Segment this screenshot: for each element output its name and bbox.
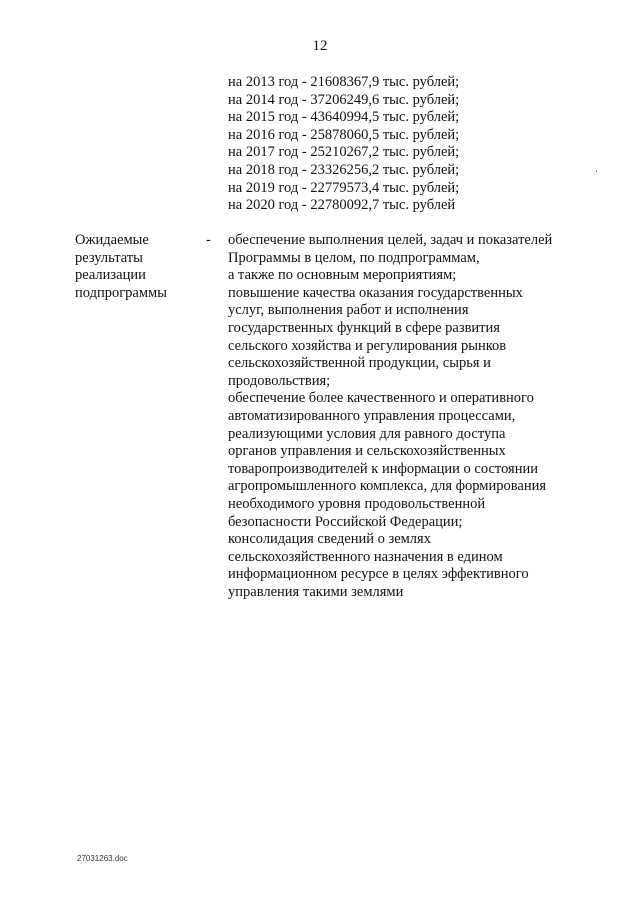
scan-speck bbox=[596, 170, 597, 172]
funding-line: на 2020 год - 22780092,7 тыс. рублей bbox=[228, 197, 456, 214]
section-label-line: Ожидаемые bbox=[75, 232, 149, 248]
result-line: сельского хозяйства и регулирования рынков bbox=[228, 337, 507, 354]
funding-line: на 2016 год - 25878060,5 тыс. рублей; bbox=[228, 126, 460, 143]
result-line: реализующими условия для равного доступа bbox=[228, 425, 506, 442]
result-line: обеспечение более качественного и оперативного bbox=[228, 390, 534, 407]
result-line: сельскохозяйственной продукции, сырья и bbox=[228, 355, 491, 372]
funding-line: на 2014 год - 37206249,6 тыс. рублей; bbox=[228, 91, 460, 108]
section-label-line: подпрограммы bbox=[75, 284, 167, 301]
section-label-line: реализации bbox=[75, 267, 146, 284]
result-line: повышение качества оказания государственных bbox=[228, 284, 523, 301]
result-line: Программы в целом, по подпрограммам, bbox=[228, 249, 480, 266]
funding-line: на 2015 год - 43640994,5 тыс. рублей; bbox=[228, 109, 460, 126]
funding-line: на 2019 год - 22779573,4 тыс. рублей; bbox=[228, 179, 460, 196]
funding-line: на 2013 год - 21608367,9 тыс. рублей; bbox=[228, 74, 460, 90]
result-line: необходимого уровня продовольственной bbox=[228, 495, 486, 512]
result-line: обеспечение выполнения целей, задач и показателей bbox=[228, 232, 553, 248]
page-number: 12 bbox=[312, 38, 328, 54]
result-line: продовольствия; bbox=[228, 372, 331, 389]
result-line: безопасности Российской Федерации; bbox=[228, 513, 463, 530]
footer-file-reference: 27031263.doc bbox=[77, 854, 128, 863]
funding-line: на 2017 год - 25210267,2 тыс. рублей; bbox=[228, 144, 460, 161]
result-line: органов управления и сельскохозяйственных bbox=[228, 443, 506, 460]
result-line: сельскохозяйственного назначения в едином bbox=[228, 548, 503, 565]
result-line: агропромышленного комплекса, для формирования bbox=[228, 478, 547, 495]
result-line: а также по основным мероприятиям; bbox=[228, 267, 457, 284]
result-line: управления такими землями bbox=[228, 583, 404, 600]
result-line: информационном ресурсе в целях эффективного bbox=[228, 566, 529, 583]
result-line: автоматизированного управления процессами, bbox=[228, 407, 516, 424]
section-label-line: результаты bbox=[75, 249, 143, 266]
section-dash: - bbox=[206, 232, 211, 248]
result-line: услуг, выполнения работ и исполнения bbox=[228, 302, 469, 319]
funding-line: на 2018 год - 23326256,2 тыс. рублей; bbox=[228, 161, 460, 178]
funding-by-year-list bbox=[228, 74, 459, 215]
result-line: консолидация сведений о землях bbox=[228, 531, 431, 548]
section-label bbox=[75, 232, 195, 302]
result-line: товаропроизводителей к информации о состоянии bbox=[228, 460, 538, 477]
result-line: государственных функций в сфере развития bbox=[228, 319, 500, 336]
expected-results-text bbox=[228, 232, 578, 601]
